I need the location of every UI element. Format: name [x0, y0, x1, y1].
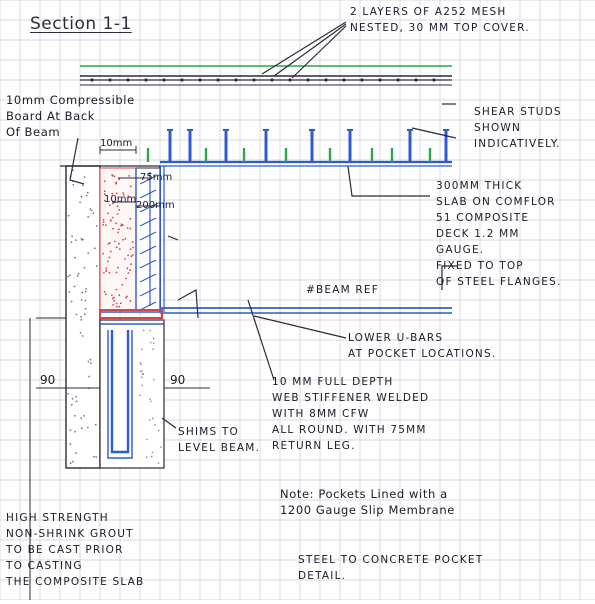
shims-note [178, 424, 260, 456]
shear-stud [187, 130, 193, 162]
shear-studs [148, 130, 449, 162]
mesh-note-line-2: NESTED, 30 MM TOP COVER. [350, 22, 530, 34]
pocket-zone [100, 168, 162, 318]
shear-stud [223, 130, 229, 162]
compressible-line-2: Board At Back [6, 109, 96, 123]
slab-line-1: 300MM THICK [436, 180, 523, 192]
dim-75: 75mm [140, 172, 173, 183]
shear-studs-note [474, 104, 562, 152]
lower-bars-line-2: AT POCKET LOCATIONS. [348, 348, 497, 360]
stiffener-line-1: 10 MM FULL DEPTH [272, 376, 394, 388]
lower-pocket [100, 320, 164, 468]
stiffener-line-4: ALL ROUND. WITH 75MM [272, 424, 427, 436]
detail-title-line-2: DETAIL. [298, 570, 347, 582]
stiffener-line-2: WEB STIFFENER WELDED [272, 392, 430, 404]
grout-line-5: THE COMPOSITE SLAB [6, 576, 145, 588]
dim-left-90: 90 [40, 373, 56, 387]
membrane-note [280, 486, 455, 518]
slab-line-2: SLAB ON COMFLOR [436, 196, 556, 208]
dim-200: 200mm [136, 200, 175, 211]
slab-line-7: OF STEEL FLANGES. [436, 276, 562, 288]
compressible-line-3: Of Beam [6, 125, 61, 139]
shear-studs-line-2: SHOWN [474, 122, 522, 134]
shear-stud [263, 130, 269, 162]
slab-note [436, 178, 562, 290]
lower-bars-line-1: LOWER U-BARS [348, 332, 444, 344]
grout-line-1: HIGH STRENGTH [6, 512, 109, 524]
slab-line-6: FIXED TO TOP [436, 260, 524, 272]
stiffener-line-5: RETURN LEG. [272, 440, 356, 452]
stiffener-note [272, 374, 429, 454]
grout-line-4: TO CASTING [6, 560, 83, 572]
shear-stud [309, 130, 315, 162]
shims-line-2: LEVEL BEAM. [178, 442, 261, 454]
mesh-note-line-1: 2 LAYERS OF A252 MESH [350, 6, 507, 18]
detail-title [298, 552, 483, 584]
shear-stud [167, 130, 173, 162]
shear-studs-line-1: SHEAR STUDS [474, 106, 562, 118]
drawing-title: Section 1-1 [30, 14, 132, 34]
slab-line-5: GAUGE. [436, 244, 485, 256]
beam-ref-label: #BEAM REF [306, 284, 379, 296]
mesh-note [350, 4, 530, 36]
dim-10: 10mm [104, 194, 137, 205]
stiffener-line-3: WITH 8MM CFW [272, 408, 370, 420]
shims-line-1: SHIMS TO [178, 426, 239, 438]
membrane-line-2: 1200 Gauge Slip Membrane [280, 503, 455, 517]
composite-slab [160, 162, 452, 166]
compressible-line-1: 10mm Compressible [6, 93, 135, 107]
mesh-layers [80, 66, 452, 85]
shear-stud [407, 130, 413, 162]
dim-right-90: 90 [170, 373, 186, 387]
slab-line-3: 51 COMPOSITE [436, 212, 530, 224]
slab-line-4: DECK 1.2 MM [436, 228, 520, 240]
grout-line-3: TO BE CAST PRIOR [6, 544, 124, 556]
lower-bars-note [348, 330, 496, 362]
dim-board-width: 10mm [100, 138, 133, 149]
shear-studs-line-3: INDICATIVELY. [474, 138, 561, 150]
detail-title-line-1: STEEL TO CONCRETE POCKET [298, 554, 484, 566]
compressible-board-note [6, 92, 135, 140]
shear-stud [347, 130, 353, 162]
membrane-line-1: Note: Pockets Lined with a [280, 487, 448, 501]
grout-note [6, 510, 144, 590]
grout-line-2: NON-SHRINK GROUT [6, 528, 134, 540]
